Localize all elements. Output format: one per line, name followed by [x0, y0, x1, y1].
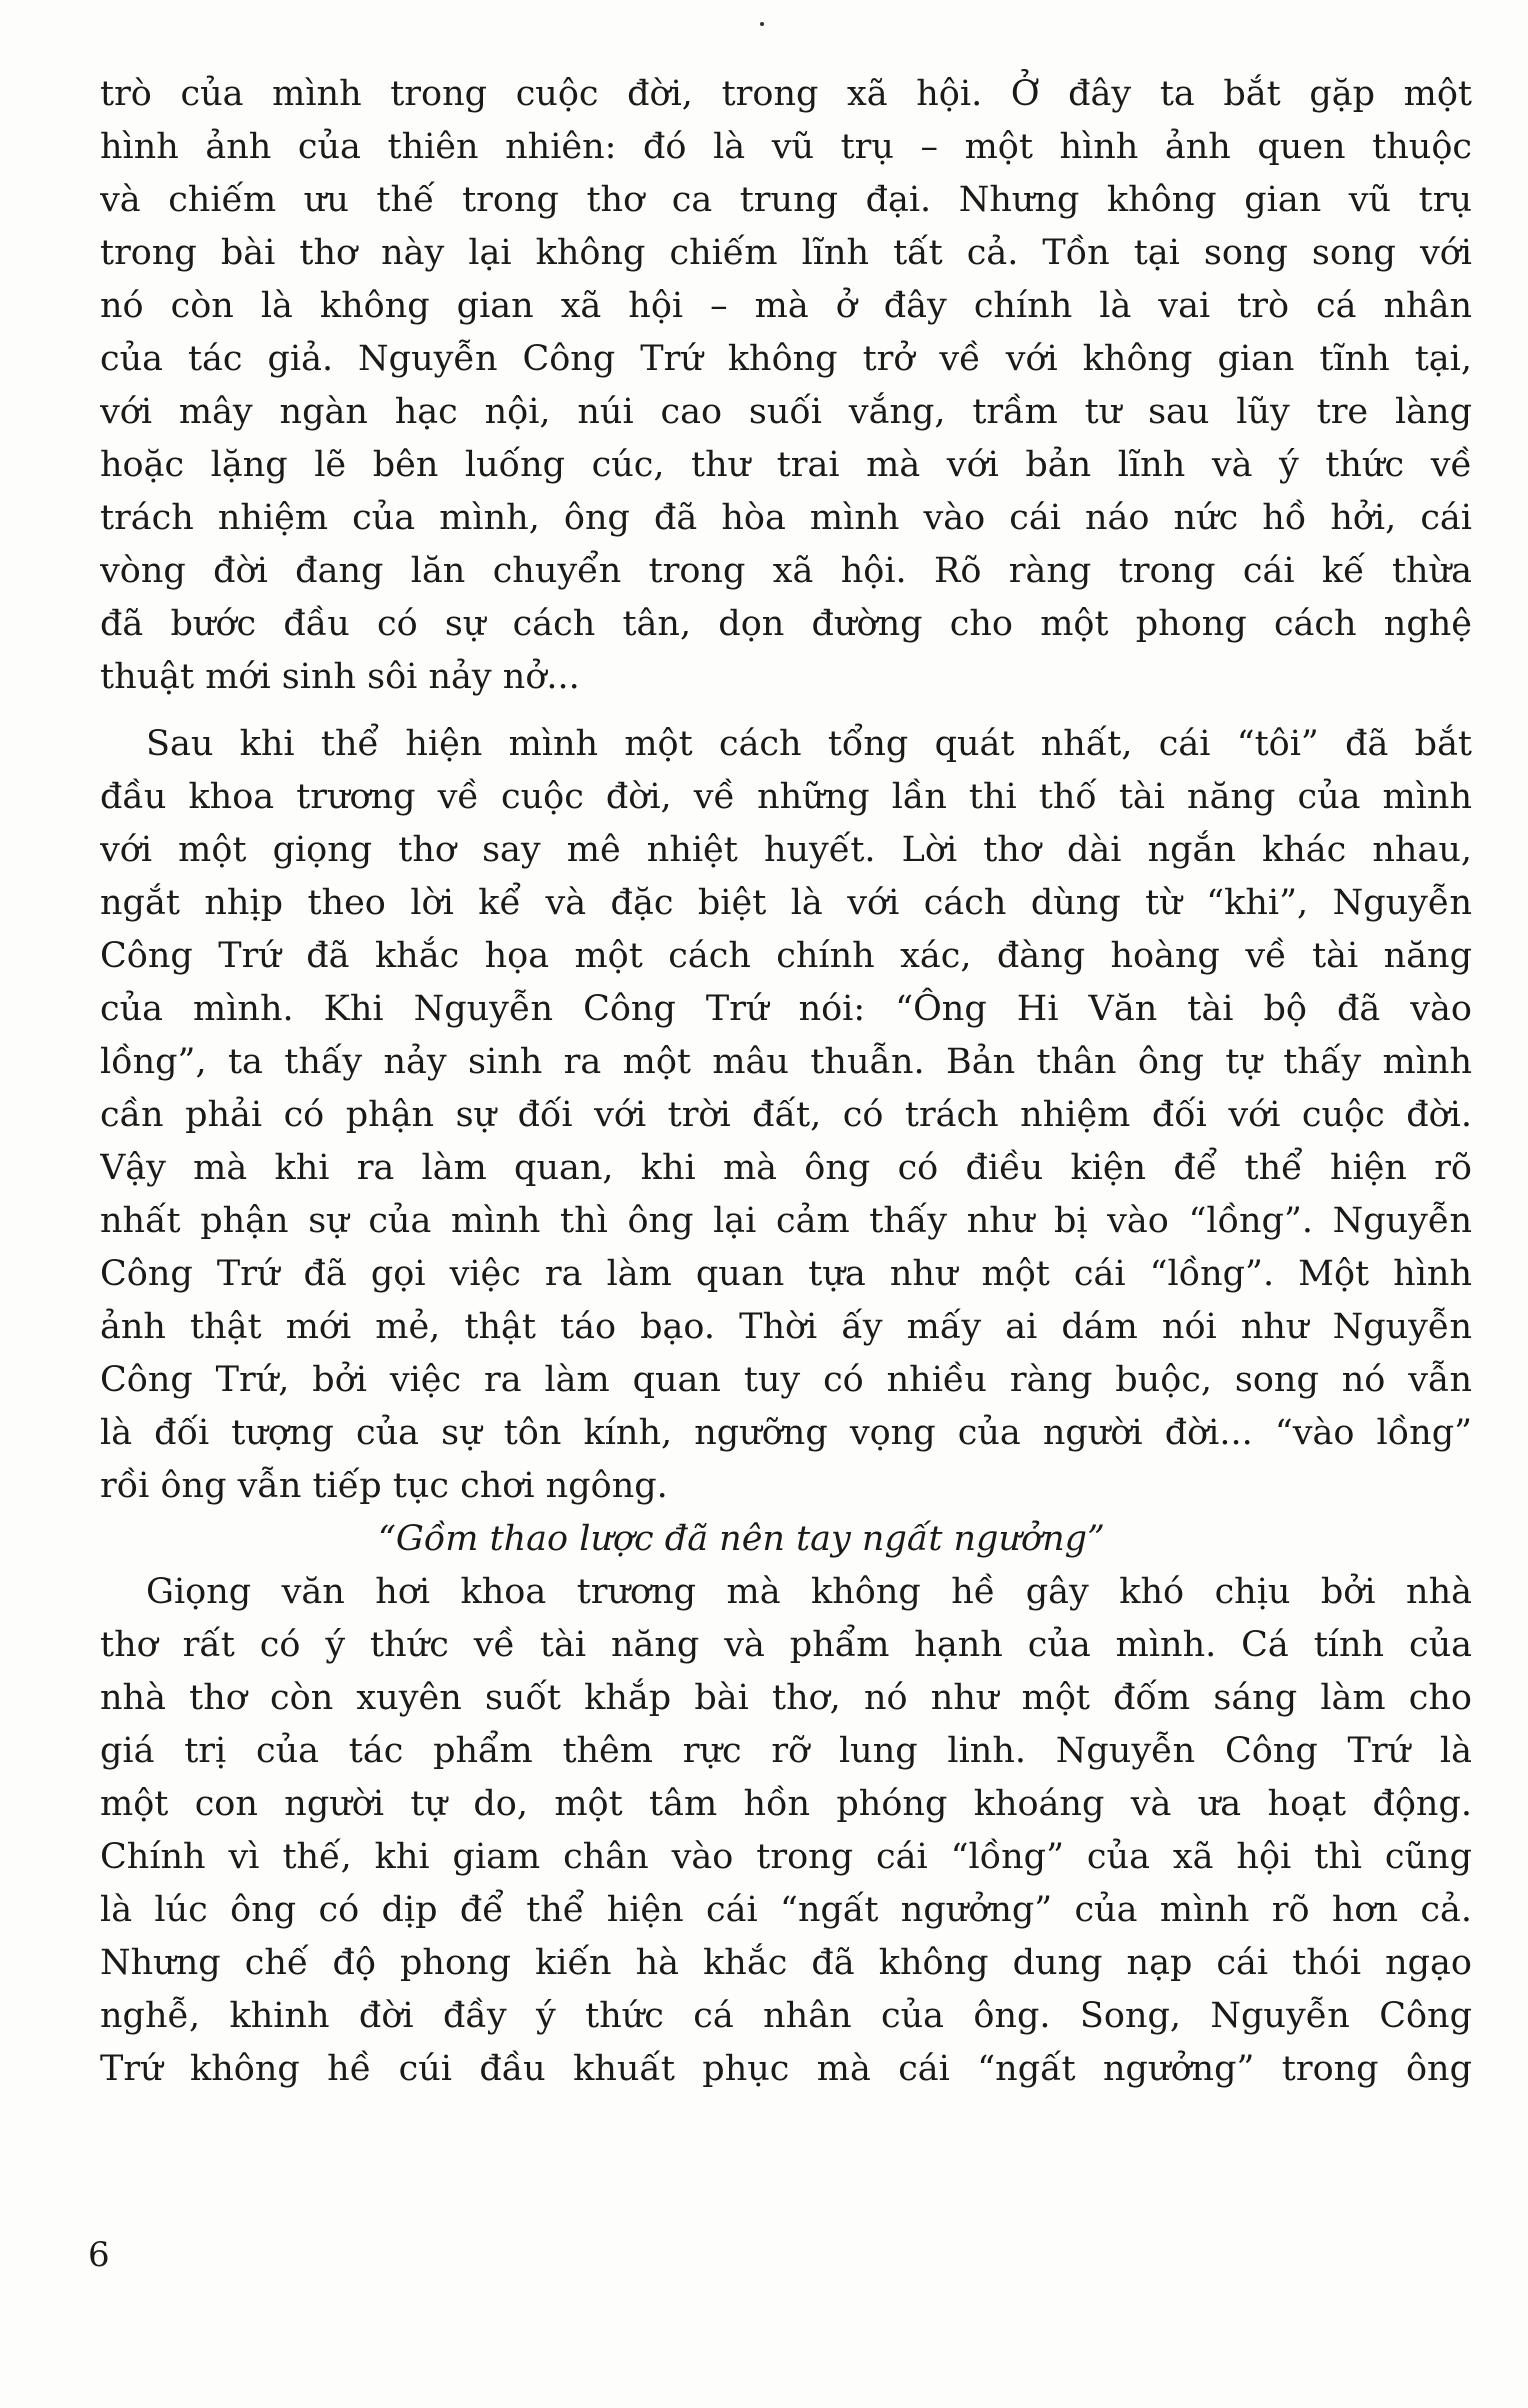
text-line: giá trị của tác phẩm thêm rực rỡ lung linh. Nguyễn Công Trứ là — [100, 1731, 1472, 1771]
text-line: trong bài thơ này lại không chiếm lĩnh tất cả. Tồn tại song song với — [100, 233, 1472, 273]
text-line: ngắt nhịp theo lời kể và đặc biệt là với cách dùng từ “khi”, Nguyễn — [100, 883, 1472, 923]
paragraph-gap — [100, 704, 1472, 718]
text-line: Vậy mà khi ra làm quan, khi mà ông có điều kiện để thể hiện rõ — [100, 1148, 1472, 1188]
text-line: và chiếm ưu thế trong thơ ca trung đại. Nhưng không gian vũ trụ — [100, 180, 1472, 220]
text-line: ảnh thật mới mẻ, thật táo bạo. Thời ấy mấy ai dám nói như Nguyễn — [100, 1307, 1472, 1347]
text-line: Trứ không hề cúi đầu khuất phục mà cái “ngất ngưởng” trong ông — [100, 2049, 1472, 2089]
text-line: Công Trứ đã khắc họa một cách chính xác, đàng hoàng về tài năng — [100, 936, 1472, 976]
text-line: một con người tự do, một tâm hồn phóng khoáng và ưa hoạt động. — [100, 1784, 1472, 1824]
text-line: nhất phận sự của mình thì ông lại cảm thấy như bị vào “lồng”. Nguyễn — [100, 1201, 1472, 1241]
text-line: hình ảnh của thiên nhiên: đó là vũ trụ – một hình ảnh quen thuộc — [100, 127, 1472, 167]
text-line: thuật mới sinh sôi nảy nở... — [100, 657, 580, 697]
text-line: của tác giả. Nguyễn Công Trứ không trở về với không gian tĩnh tại, — [100, 339, 1472, 379]
text-line: nhà thơ còn xuyên suốt khắp bài thơ, nó như một đốm sáng làm cho — [100, 1678, 1472, 1718]
text-line: là lúc ông có dịp để thể hiện cái “ngất ngưởng” của mình rõ hơn cả. — [100, 1890, 1472, 1930]
text-line: là đối tượng của sự tôn kính, ngưỡng vọng của người đời... “vào lồng” — [100, 1413, 1472, 1453]
text-line: với mây ngàn hạc nội, núi cao suối vắng, trầm tư sau lũy tre làng — [100, 392, 1472, 432]
text-line: nó còn là không gian xã hội – mà ở đây chính là vai trò cá nhân — [100, 286, 1472, 326]
text-line: cần phải có phận sự đối với trời đất, có trách nhiệm đối với cuộc đời. — [100, 1095, 1472, 1135]
text-line: hoặc lặng lẽ bên luống cúc, thư trai mà với bản lĩnh và ý thức về — [100, 445, 1472, 485]
text-line: đầu khoa trương về cuộc đời, về những lần thi thố tài năng của mình — [100, 777, 1472, 817]
text-line: thơ rất có ý thức về tài năng và phẩm hạnh của mình. Cá tính của — [100, 1625, 1472, 1665]
text-line: Công Trứ đã gọi việc ra làm quan tựa như một cái “lồng”. Một hình — [100, 1254, 1472, 1294]
paragraph-1 — [100, 68, 1472, 704]
text-line: nghễ, khinh đời đầy ý thức cá nhân của ông. Song, Nguyễn Công — [100, 1996, 1472, 2036]
body-text — [100, 68, 1472, 2096]
text-line: Giọng văn hơi khoa trương mà không hề gây khó chịu bởi nhà — [146, 1572, 1472, 1612]
text-line: đã bước đầu có sự cách tân, dọn đường cho một phong cách nghệ — [100, 604, 1472, 644]
text-line: của mình. Khi Nguyễn Công Trứ nói: “Ông Hi Văn tài bộ đã vào — [100, 989, 1472, 1029]
text-line: với một giọng thơ say mê nhiệt huyết. Lời thơ dài ngắn khác nhau, — [100, 830, 1472, 870]
text-line: Chính vì thế, khi giam chân vào trong cái “lồng” của xã hội thì cũng — [100, 1837, 1472, 1877]
text-line: vòng đời đang lăn chuyển trong xã hội. Rõ ràng trong cái kế thừa — [100, 551, 1472, 591]
text-line: Công Trứ, bởi việc ra làm quan tuy có nhiều ràng buộc, song nó vẫn — [100, 1360, 1472, 1400]
page-speck — [760, 22, 764, 26]
text-line: rồi ông vẫn tiếp tục chơi ngông. — [100, 1466, 668, 1506]
text-line: Sau khi thể hiện mình một cách tổng quát nhất, cái “tôi” đã bắt — [146, 724, 1472, 764]
text-line: trách nhiệm của mình, ông đã hòa mình vào cái náo nức hồ hởi, cái — [100, 498, 1472, 538]
paragraph-2 — [100, 718, 1472, 1513]
page-number: 6 — [88, 2235, 110, 2275]
text-line: trò của mình trong cuộc đời, trong xã hội. Ở đây ta bắt gặp một — [100, 74, 1472, 114]
paragraph-3 — [100, 1566, 1472, 2096]
verse-quote: “Gồm thao lược đã nên tay ngất ngưởng” — [378, 1519, 1105, 1559]
text-line: Nhưng chế độ phong kiến hà khắc đã không dung nạp cái thói ngạo — [100, 1943, 1472, 1983]
text-line: lồng”, ta thấy nảy sinh ra một mâu thuẫn. Bản thân ông tự thấy mình — [100, 1042, 1472, 1082]
